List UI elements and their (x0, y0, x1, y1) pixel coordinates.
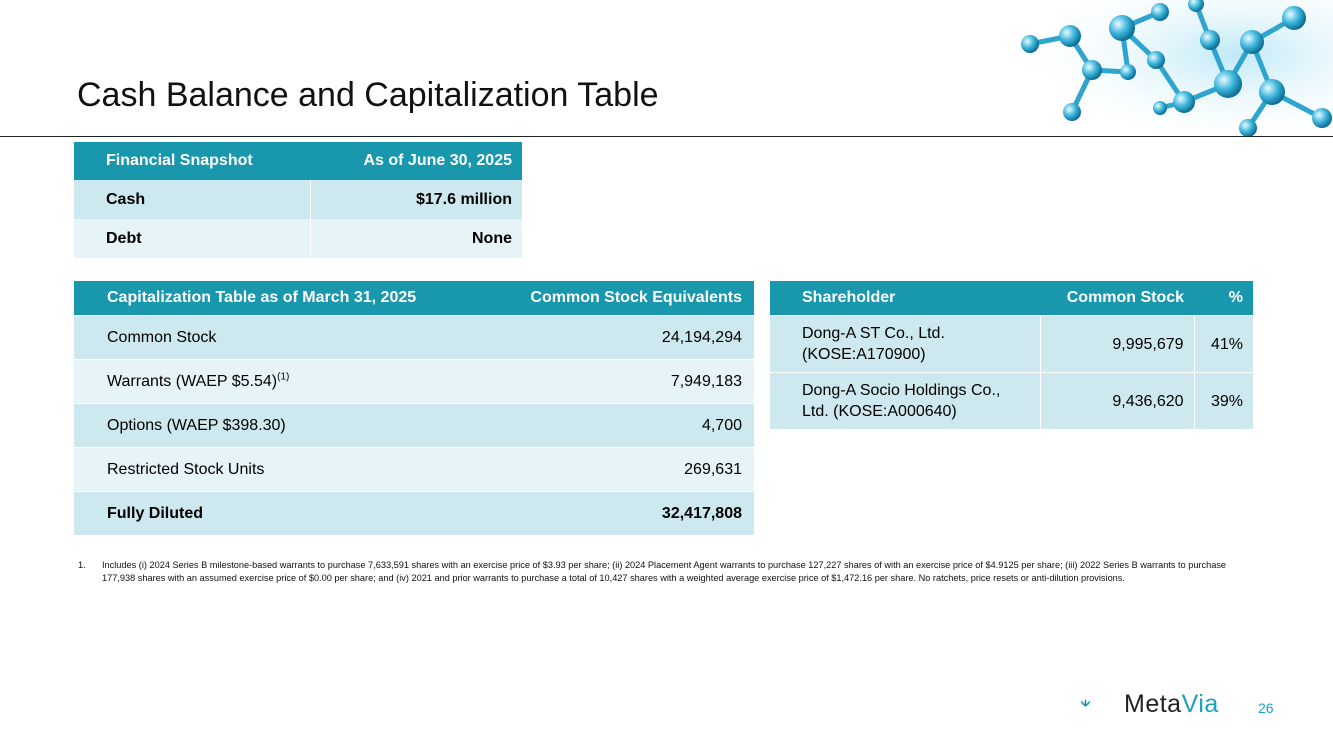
column-header: Capitalization Table as of March 31, 2025 (74, 281, 483, 316)
table-row (74, 404, 754, 448)
table-header-row (770, 281, 1253, 316)
row-value: 4,700 (483, 404, 754, 448)
capitalization-table (74, 281, 754, 535)
column-header: Financial Snapshot (74, 142, 311, 180)
table-row (74, 219, 522, 258)
brand-logo-text: MetaVia (1124, 690, 1219, 718)
title-divider (0, 136, 1333, 137)
footnote-text: Includes (i) 2024 Series B milestone-based warrants to purchase 7,633,591 shares with an exercise price of $3.93 per share; (ii) 2024 Placement Agent warrants to purchase 127,227 shares of with an exercise price of $4.9125 per share; (iii) 2022 Series B warrants to purchase 177,938 shares with an assumed exercise price of $0.00 per share; and (iv) 2021 and prior warrants to purchase a total of 10,427 shares with a weighted average exercise price of $1,472.16 per share. No ratchets, price resets or anti-dilution provisions. (102, 560, 1227, 583)
footnote (78, 559, 1250, 585)
table-row (74, 316, 754, 360)
shareholder-percent: 41% (1194, 316, 1253, 373)
molecule-graphic (1010, 0, 1333, 136)
page-title: Cash Balance and Capitalization Table (77, 76, 659, 114)
row-label: Debt (74, 219, 311, 258)
shareholder-name: Dong-A Socio Holdings Co., Ltd. (KOSE:A000640) (770, 373, 1040, 430)
table-header-row (74, 281, 754, 316)
table-total-row (74, 492, 754, 536)
row-value: 24,194,294 (483, 316, 754, 360)
column-header: Common Stock Equivalents (483, 281, 754, 316)
table-header-row (74, 142, 522, 180)
row-value: 269,631 (483, 448, 754, 492)
shareholder-table (770, 281, 1253, 429)
row-label: Fully Diluted (74, 492, 483, 536)
page-number: 26 (1258, 700, 1274, 716)
table-row (74, 448, 754, 492)
column-header: Common Stock (1040, 281, 1194, 316)
row-value: 32,417,808 (483, 492, 754, 536)
column-header: Shareholder (770, 281, 1040, 316)
row-label: Warrants (WAEP $5.54)$^{(1)}$ (74, 360, 483, 404)
table-row (770, 316, 1253, 373)
shareholder-percent: 39% (1194, 373, 1253, 430)
financial-snapshot-table (74, 142, 522, 258)
shareholder-shares: 9,995,679 (1040, 316, 1194, 373)
column-header: As of June 30, 2025 (311, 142, 522, 180)
row-value: $17.6 million (311, 180, 522, 219)
row-label: Cash (74, 180, 311, 219)
row-value: None (311, 219, 522, 258)
column-header: % (1194, 281, 1253, 316)
row-label: Options (WAEP $398.30) (74, 404, 483, 448)
shareholder-name: Dong-A ST Co., Ltd. (KOSE:A170900) (770, 316, 1040, 373)
table-row (74, 180, 522, 219)
footnote-number: 1. (78, 560, 86, 570)
shareholder-shares: 9,436,620 (1040, 373, 1194, 430)
row-value: 7,949,183 (483, 360, 754, 404)
row-label: Common Stock (74, 316, 483, 360)
table-row (74, 360, 754, 404)
leaf-logo-icon (1080, 686, 1124, 720)
table-row (770, 373, 1253, 430)
row-label: Restricted Stock Units (74, 448, 483, 492)
footnote-marker: (1) (277, 371, 290, 383)
